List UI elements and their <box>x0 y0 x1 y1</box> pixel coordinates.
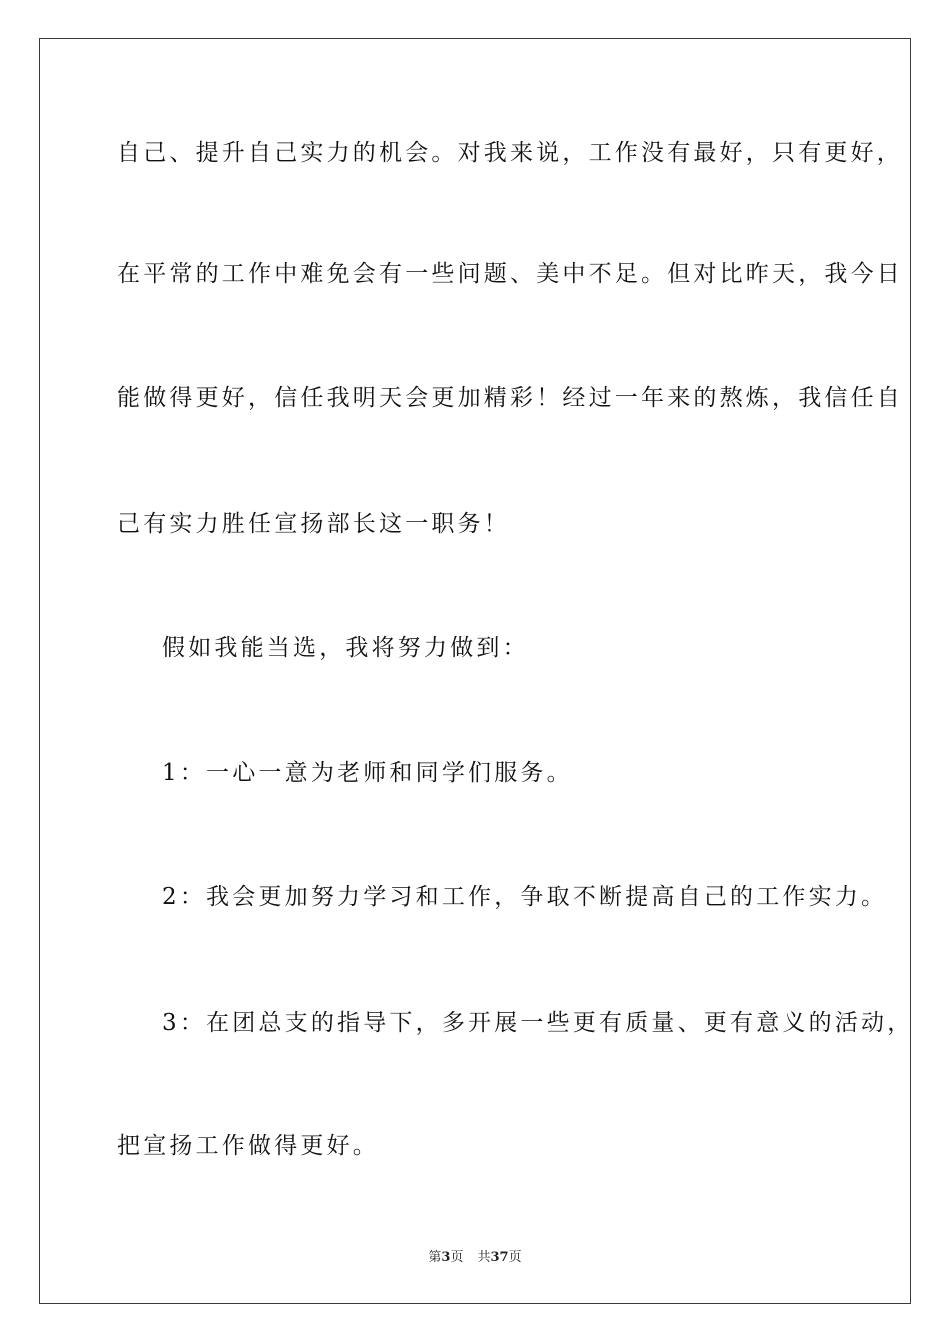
page-footer <box>0 1246 950 1265</box>
text-line-5: 假如我能当选，我将努力做到： <box>162 635 529 661</box>
text-line-2: 在平常的工作中难免会有一些问题、美中不足。但对比昨天，我今日 <box>117 261 903 287</box>
text-line-1: 自己、提升自己实力的机会。对我来说，工作没有最好，只有更好， <box>117 140 903 166</box>
footer-page-prefix: 第 <box>428 1250 442 1265</box>
footer-total-pages: 37 <box>490 1250 509 1265</box>
footer-total-prefix: 共 <box>477 1250 491 1265</box>
text-line-4: 己有实力胜任宣扬部长这一职务！ <box>117 511 510 537</box>
text-line-9: 把宣扬工作做得更好。 <box>117 1133 379 1159</box>
text-line-3: 能做得更好，信任我明天会更加精彩！经过一年来的熬炼，我信任自 <box>117 385 903 411</box>
list-item-1: 1：一心一意为老师和同学们服务。 <box>162 760 573 786</box>
list-item-2: 2：我会更加努力学习和工作，争取不断提高自己的工作实力。 <box>162 884 888 910</box>
page-border <box>39 38 914 1304</box>
footer-total-suffix: 页 <box>508 1250 522 1265</box>
footer-page-number: 3 <box>441 1250 451 1265</box>
footer-page-suffix: 页 <box>450 1250 464 1265</box>
list-item-3: 3：在团总支的指导下，多开展一些更有质量、更有意义的活动， <box>162 1010 914 1036</box>
